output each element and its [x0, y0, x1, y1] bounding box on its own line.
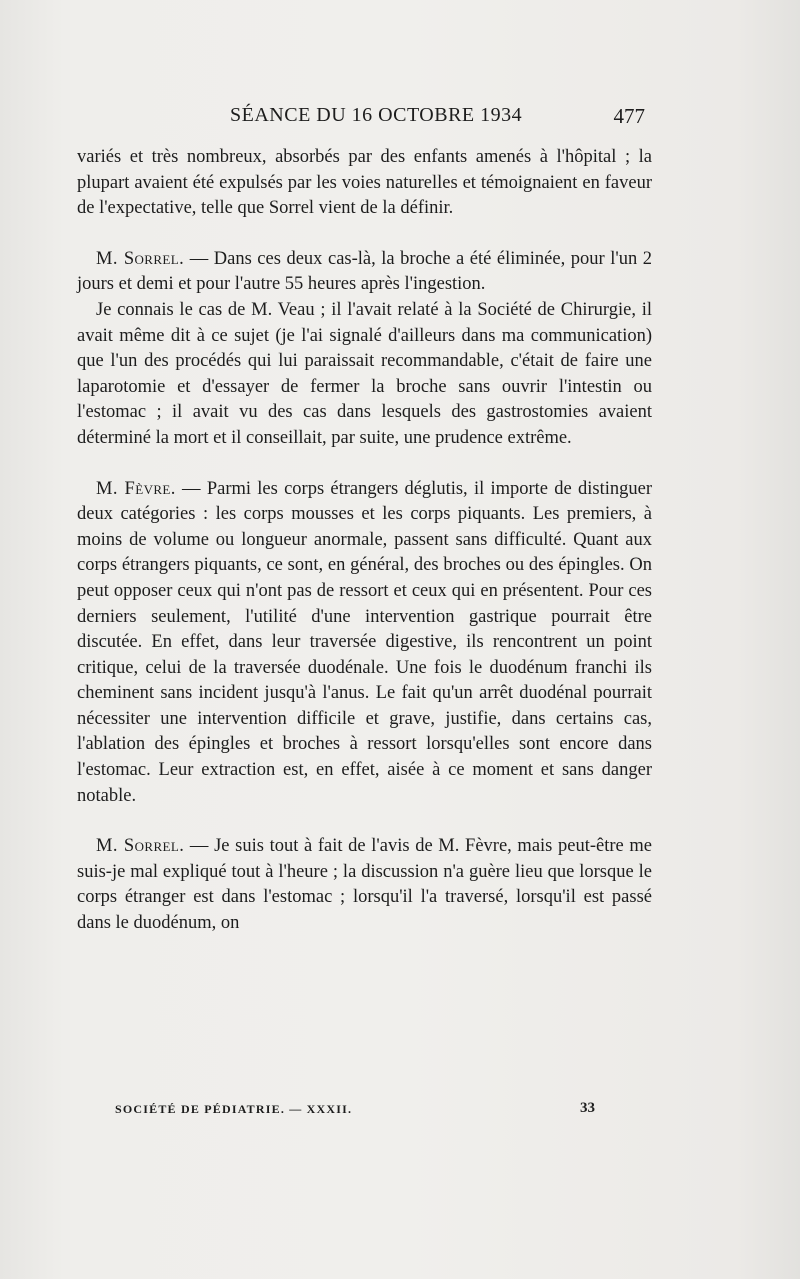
paragraph-text: Je connais le cas de M. Veau ; il l'avait relaté à la Société de Chirurgie, il avait même dit à ce sujet (je l'ai signalé d'ailleurs dans ma communication) que l'un des procédés qui lui paraissait recommandable, c'était de faire une laparotomie et d'essayer de fermer la broche sans ouvrir l'intestin ou l'estomac ; il avait vu des cas dans lesquels des gastrostomies avaient déterminé la mort et il conseillait, par suite, une prudence extrême. — [77, 299, 652, 448]
body-text — [77, 145, 652, 937]
paragraph-fevre — [77, 477, 652, 810]
paragraph-text: variés et très nombreux, absorbés par des enfants amenés à l'hôpital ; la plupart avaient été expulsés par les voies naturelles et témoignaient en faveur de l'expectative, telle que Sorrel vient de la définir. — [77, 147, 652, 219]
paragraph-veau-case — [77, 298, 652, 452]
speaker-name: M. Fèvre. — [96, 478, 176, 499]
paragraph-continuation — [77, 145, 652, 222]
paragraph-text: — Je suis tout à fait de l'avis de M. Fèvre, mais peut-être me suis-je mal expliqué tout à l'heure ; la discussion n'a guère lieu que lorsque le corps étranger est dans l'estomac ; lorsqu'il l'a traversé, lorsqu'il est passé dans le duodénum, on — [77, 836, 653, 934]
paragraph-text: — Dans ces deux cas-là, la broche a été éliminée, pour l'un 2 jours et demi et pour l'autre 55 heures après l'ingestion. — [77, 248, 652, 295]
paragraph-text: — Parmi les corps étrangers déglutis, il importe de distinguer deux catégories : les corps mousses et les corps piquants. Les premiers, à moins de volume ou longueur anormale, passent sans difficulté. Quant aux corps étrangers piquants, ce sont, en général, des broches ou des épingles. On peut opposer ceux qui n'ont pas de ressort et ceux qui en présentent. Pour ces derniers seulement, l'utilité d'une intervention gastrique pourrait être discutée. En effet, dans leur traversée digestive, ils rencontrent un point critique, celui de la traversée duodénale. Une fois le duodénum franchi ils cheminent sans incident jusqu'à l'anus. Le fait qu'un arrêt duodénal pourrait nécessiter une intervention difficile et grave, justifie, dans certains cas, l'ablation des épingles et broches à ressort lorsqu'elles sont encore dans l'estomac. Leur extraction est, en effet, aisée à ce moment et sans danger notable. — [77, 478, 652, 806]
sheet-signature: 33 — [580, 1100, 595, 1116]
paragraph-sorrel-reply — [77, 247, 652, 298]
speaker-name: M. Sorrel. — [96, 248, 185, 269]
paragraph-sorrel-final — [77, 834, 652, 936]
speaker-name: M. Sorrel. — [96, 836, 185, 857]
running-header — [230, 100, 645, 134]
page-number: 477 — [613, 104, 645, 128]
journal-signature: SOCIÉTÉ DE PÉDIATRIE. — XXXII. — [115, 1102, 353, 1116]
page-footer — [115, 1100, 595, 1122]
header-title: SÉANCE DU 16 OCTOBRE 1934 — [230, 104, 523, 126]
